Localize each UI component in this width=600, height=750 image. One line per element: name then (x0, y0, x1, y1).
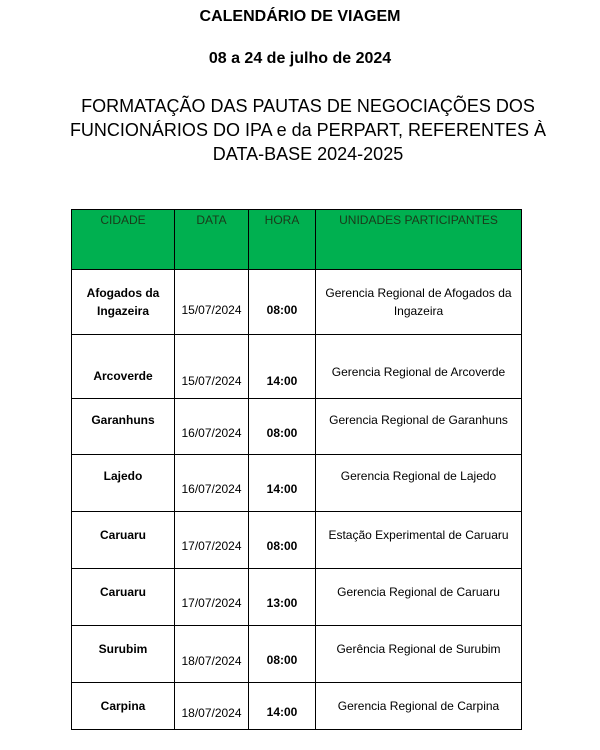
date-value: 17/07/2024 (181, 596, 242, 610)
hour-cell (249, 270, 316, 335)
table-row (72, 569, 522, 626)
document-heading (40, 94, 576, 166)
city-cell (72, 335, 175, 399)
date-cell (175, 455, 249, 512)
unit-cell: Gerencia Regional de Afogados da Ingazeira (316, 270, 522, 335)
hour-value: 08:00 (266, 653, 298, 667)
city-cell (72, 569, 175, 626)
unit-value: Gerencia Regional de Lajedo (340, 469, 497, 483)
hour-cell (249, 683, 316, 730)
city-cell (72, 626, 175, 683)
date-value: 15/07/2024 (181, 302, 242, 317)
date-cell (175, 569, 249, 626)
table-row (72, 335, 522, 399)
city-value: Surubim (98, 642, 148, 656)
unit-cell (316, 626, 522, 683)
unit-cell (316, 455, 522, 512)
date-cell (175, 683, 249, 730)
city-cell (72, 455, 175, 512)
heading-line: DATA-BASE 2024-2025 (212, 144, 404, 164)
hour-value: 13:00 (266, 596, 298, 610)
table-row (72, 683, 522, 730)
hour-cell (249, 626, 316, 683)
unit-value: Gerencia Regional de Garanhuns (329, 413, 508, 427)
date-cell (175, 512, 249, 569)
date-value: 15/07/2024 (181, 373, 242, 388)
date-value: 18/07/2024 (181, 654, 242, 668)
table-row (72, 626, 522, 683)
city-cell: Afogados da Ingazeira (72, 270, 175, 335)
header-units: UNIDADES PARTICIPANTES (316, 210, 522, 270)
unit-cell (316, 512, 522, 569)
table-row (72, 455, 522, 512)
hour-cell (249, 569, 316, 626)
header-city: CIDADE (72, 210, 175, 270)
date-value: 16/07/2024 (181, 482, 242, 496)
unit-cell (316, 399, 522, 455)
heading-line: FORMATAÇÃO DAS PAUTAS DE NEGOCIAÇÕES DOS (81, 96, 535, 116)
date-cell (175, 399, 249, 455)
date-value: 16/07/2024 (181, 425, 242, 440)
unit-cell (316, 335, 522, 399)
hour-cell (249, 455, 316, 512)
table-header-row (72, 210, 522, 270)
hour-cell (249, 399, 316, 455)
date-value: 18/07/2024 (181, 706, 242, 720)
header-hour: HORA (249, 210, 316, 270)
unit-value: Estação Experimental de Caruaru (328, 528, 509, 542)
city-value: Caruaru (99, 528, 146, 542)
table-row (72, 270, 522, 335)
city-cell (72, 399, 175, 455)
city-cell (72, 512, 175, 569)
city-value: Lajedo (103, 469, 143, 483)
schedule-table (71, 209, 522, 730)
date-cell (175, 270, 249, 335)
hour-value: 08:00 (266, 539, 298, 553)
city-value: Garanhuns (91, 413, 155, 427)
unit-value: Gerencia Regional de Caruaru (337, 585, 500, 599)
hour-cell (249, 335, 316, 399)
city-cell (72, 683, 175, 730)
date-range: 08 a 24 de julho de 2024 (208, 50, 392, 67)
city-value: Carpina (100, 699, 146, 713)
date-value: 17/07/2024 (181, 539, 242, 553)
hour-cell (249, 512, 316, 569)
unit-value: Gerencia Regional de Arcoverde (331, 365, 506, 379)
header-date: DATA (175, 210, 249, 270)
unit-value: Gerência Regional de Surubim (336, 642, 501, 656)
hour-value: 14:00 (266, 373, 298, 388)
hour-value: 14:00 (266, 705, 298, 719)
date-cell (175, 335, 249, 399)
hour-value: 08:00 (266, 425, 298, 440)
unit-cell (316, 569, 522, 626)
city-value: Arcoverde (93, 369, 153, 383)
hour-value: 08:00 (266, 302, 298, 317)
unit-cell (316, 683, 522, 730)
table-row (72, 399, 522, 455)
date-cell (175, 626, 249, 683)
document-title: CALENDÁRIO DE VIAGEM (199, 8, 401, 25)
heading-line: FUNCIONÁRIOS DO IPA e da PERPART, REFERENTES À (69, 120, 547, 140)
city-value: Caruaru (99, 585, 146, 599)
table-row (72, 512, 522, 569)
hour-value: 14:00 (266, 482, 298, 496)
unit-value: Gerencia Regional de Carpina (337, 699, 500, 713)
